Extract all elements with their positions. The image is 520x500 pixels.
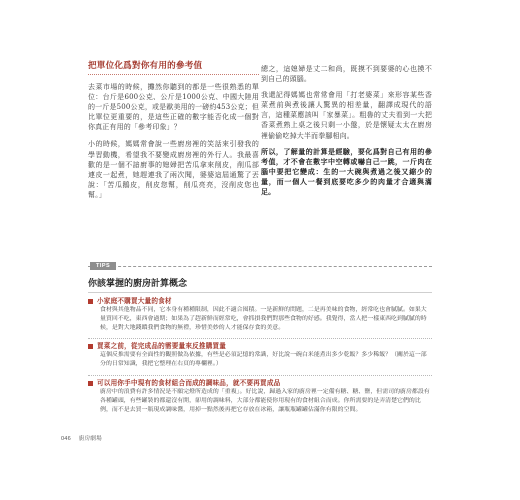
divider (88, 292, 432, 293)
tip-heading-text: 買菜之前，從完成品的需要量來反推購買量 (97, 342, 227, 350)
tip-body: 這個反推需要有全面性的觀照做為依據，有些是必須記憶的常識，好比說一碗白米能煮出多少乾飯？多少稀飯？（關於這一部分的日常知識，我把它整理在右頁的專欄裡。） (100, 352, 427, 368)
page-number: 046 (61, 436, 71, 442)
right-column (261, 64, 432, 204)
page-footer (61, 434, 102, 442)
tips-divider (88, 262, 432, 270)
paragraph: 我還記得媽媽也常常會用「打老婆菜」來形容某些香菜煮前與煮後讓人驚異的相差量，翻譯成現代的語言，這種菜應該叫「家暴菜」。粗魯的丈夫看到一大把香菜煮熟上桌之後只剩一小盤，於是懷疑太太在廚房裡偷偷吃掉大半而拳腳相向。 (261, 91, 432, 140)
paragraph: 去菜市場的時候，攤然你聽到的都是一些很熟悉的單位：台斤是600公克、公斤是1000公克、中國大陸用的一斤是500公克，或是歐美用的一磅約453公克；但比單位更重要的，是這些正確的數字能否化成一個對你真正有用的「參考印象」？ (88, 83, 259, 132)
tip-item (88, 341, 432, 369)
paragraph: 總之，這媳婦是丈二和尚，既摸不到要婆的心也摸不到自己的頭腦。 (261, 65, 432, 84)
tip-heading (88, 296, 432, 306)
section-name: 廚房劇場 (78, 436, 102, 442)
tips-title: 你該掌握的廚房計算概念 (88, 279, 188, 289)
tip-body: 廚房中的浪費有許多情況是不願完燈所造成的「重複」。好比說，歸過入家的廚房裡一定備有糖、糖、鹽，但需司的廚房都設有各種罐頭，有些罐裝的都還沒有開，卻用的調味料，大部分都能使你用現有的食材組合而成。你所需要的是弄清楚它們的比例，而不是去買一瓶現成調味醬，用掉一點然後再把它存放在冰箱，讓瓶瓶罐罐佔滿你有限的空間。 (100, 389, 430, 414)
tip-heading-text: 可以用你手中現有的食材組合而成的調味品，就不要再買成品 (97, 379, 281, 387)
tips-tag: TIPS (90, 262, 116, 270)
tip-item (88, 296, 432, 334)
highlighted-paragraph: 所以，了解量的計算是經驗，要化爲對自己有用的參考值，才不會在數字中空轉或嚇自己一跳，一斤肉在腦中要把它變成：生的一大碗與煮過之後又縮少的量，而一個人一餐到底要吃多少的肉量才合適與滿足。 (261, 146, 432, 197)
tip-heading (88, 341, 432, 351)
paragraph: 小的時候，媽媽常會說一些廚房裡的笑話來引發我的學習動機，希望我不要變成廚房裡的外行人。我最喜歡的是一個不諳廚事的媳婦把苦瓜拿來削皮，削瓜部連皮一起煮，她趕連我了兩次聞，婆婆這屆通驚了丟說：「苦瓜鵝皮，削皮您幫，削瓜亮亮，沒削皮您也幫。」 (88, 140, 259, 199)
square-bullet-icon (88, 299, 93, 304)
square-bullet-icon (88, 381, 93, 386)
tip-item (88, 378, 432, 416)
tip-body: 食材與其他物品不同，它本身有種種限制，因此不適合囤積。一是新鮮的問題，二是再美味的食物，經常吃也會膩膩。如果大量買回不吃，東西會過期；如果為了趕新鮮而經常吃，會抓損我們對那些食物的好感。我覺得，當人把一樣東西吃到膩膩的時候，是對大地錢饋我們食物的無禮，珍惜美妙的人才能保存食的美意。 (100, 307, 427, 332)
square-bullet-icon (88, 344, 93, 349)
dashed-divider (88, 266, 432, 267)
dotted-divider (88, 375, 432, 376)
section-title: 把單位化爲對你有用的參考值 (88, 60, 259, 75)
dotted-divider (88, 338, 432, 339)
tip-heading (88, 378, 432, 388)
tip-heading-text: 小家庭不購買大量的食材 (97, 297, 172, 305)
left-column (88, 60, 259, 207)
